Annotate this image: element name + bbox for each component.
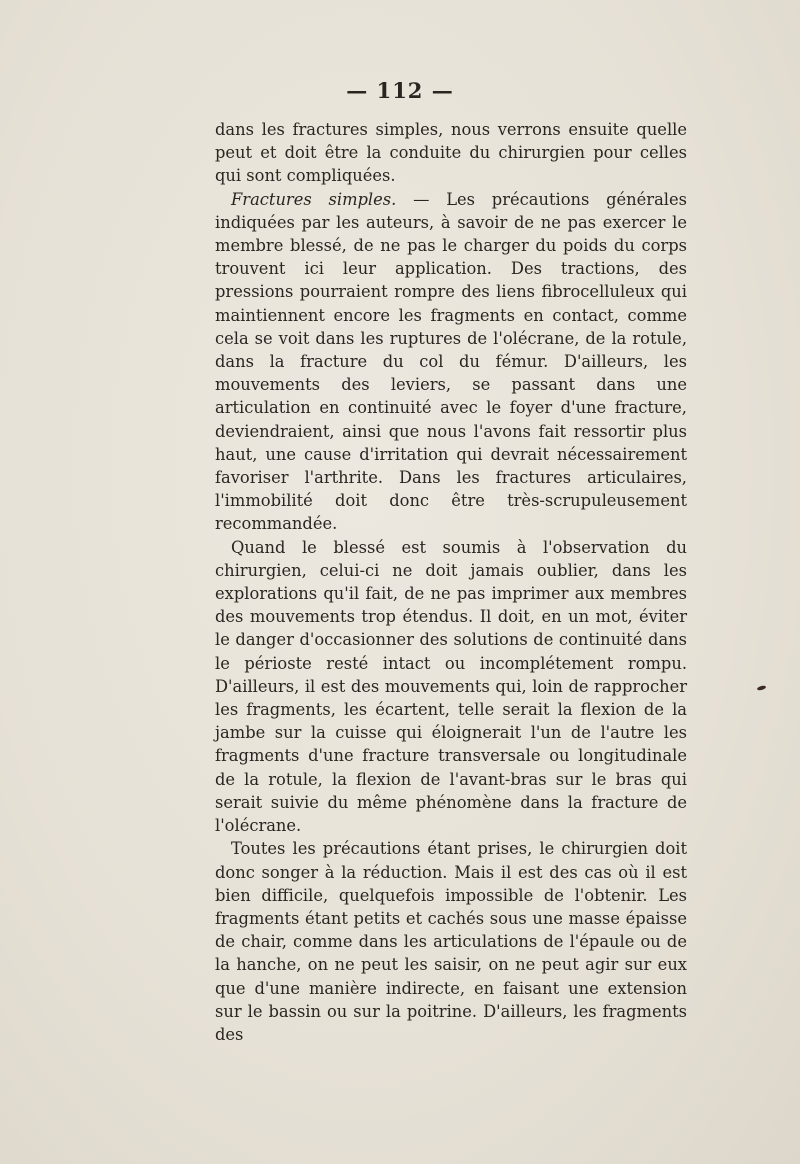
body-text (215, 118, 687, 1046)
paragraph-3 (215, 536, 687, 838)
paragraph-1 (215, 118, 687, 188)
paragraph-2-lead: Fractures simples. (231, 189, 397, 209)
paragraph-2-text: — Les précautions générales indiquées par les auteurs, à savoir de ne pas exercer le membre blessé, de ne pas le charger du poids du corps trouvent ici leur application. Des tractions, des pressions pourraient rompre des liens fibrocelluleux qui maintiennent encore les fragments en contact, comme cela se voit dans les ruptures de l'olécrane, de la rotule, dans la fracture du col du fémur. D'ailleurs, les mouvements des leviers, se passant dans une articulation en continuité avec le foyer d'une fracture, deviendraient, ainsi que nous l'avons fait ressortir plus haut, une cause d'irritation qui devrait nécessairement favoriser l'arthrite. Dans les fractures articulaires, l'immobilité doit donc être très-scrupuleusement recommandée. (215, 189, 687, 534)
paragraph-1-text: dans les fractures simples, nous verrons ensuite quelle peut et doit être la conduite du chirurgien pour celles qui sont compliquées. (215, 120, 687, 186)
paragraph-3-text: Quand le blessé est soumis à l'observation du chirurgien, celui-ci ne doit jamais oublier, dans les explorations qu'il fait, de ne pas imprimer aux membres des mouvements trop étendus. Il doit, en un mot, éviter le danger d'occasionner des solutions de continuité dans le périoste resté intact ou incomplétement rompu. D'ailleurs, il est des mouvements qui, loin de rapprocher les fragments, les écartent, telle serait la flexion de la jambe sur la cuisse qui éloignerait l'un de l'autre les fragments d'une fracture transversale ou longitudinale de la rotule, la flexion de l'avant-bras sur le bras qui serait suivie du même phénomène dans la fracture de l'olécrane. (215, 537, 687, 836)
ink-speck (757, 685, 767, 691)
page-number: — 112 — (346, 78, 454, 103)
paragraph-4-text: Toutes les précautions étant prises, le chirurgien doit donc songer à la réduction. Mais il est des cas où il est bien difficile, quelquefois impossible de l'obtenir. Les fragments étant petits et cachés sous une masse épaisse de chair, comme dans les articulations de l'épaule ou de la hanche, on ne peut les saisir, on ne peut agir sur eux que d'une manière indirecte, en faisant une extension sur le bassin ou sur la poitrine. D'ailleurs, les fragments des (215, 839, 687, 1044)
paragraph-2 (215, 188, 687, 536)
paragraph-4 (215, 837, 687, 1046)
